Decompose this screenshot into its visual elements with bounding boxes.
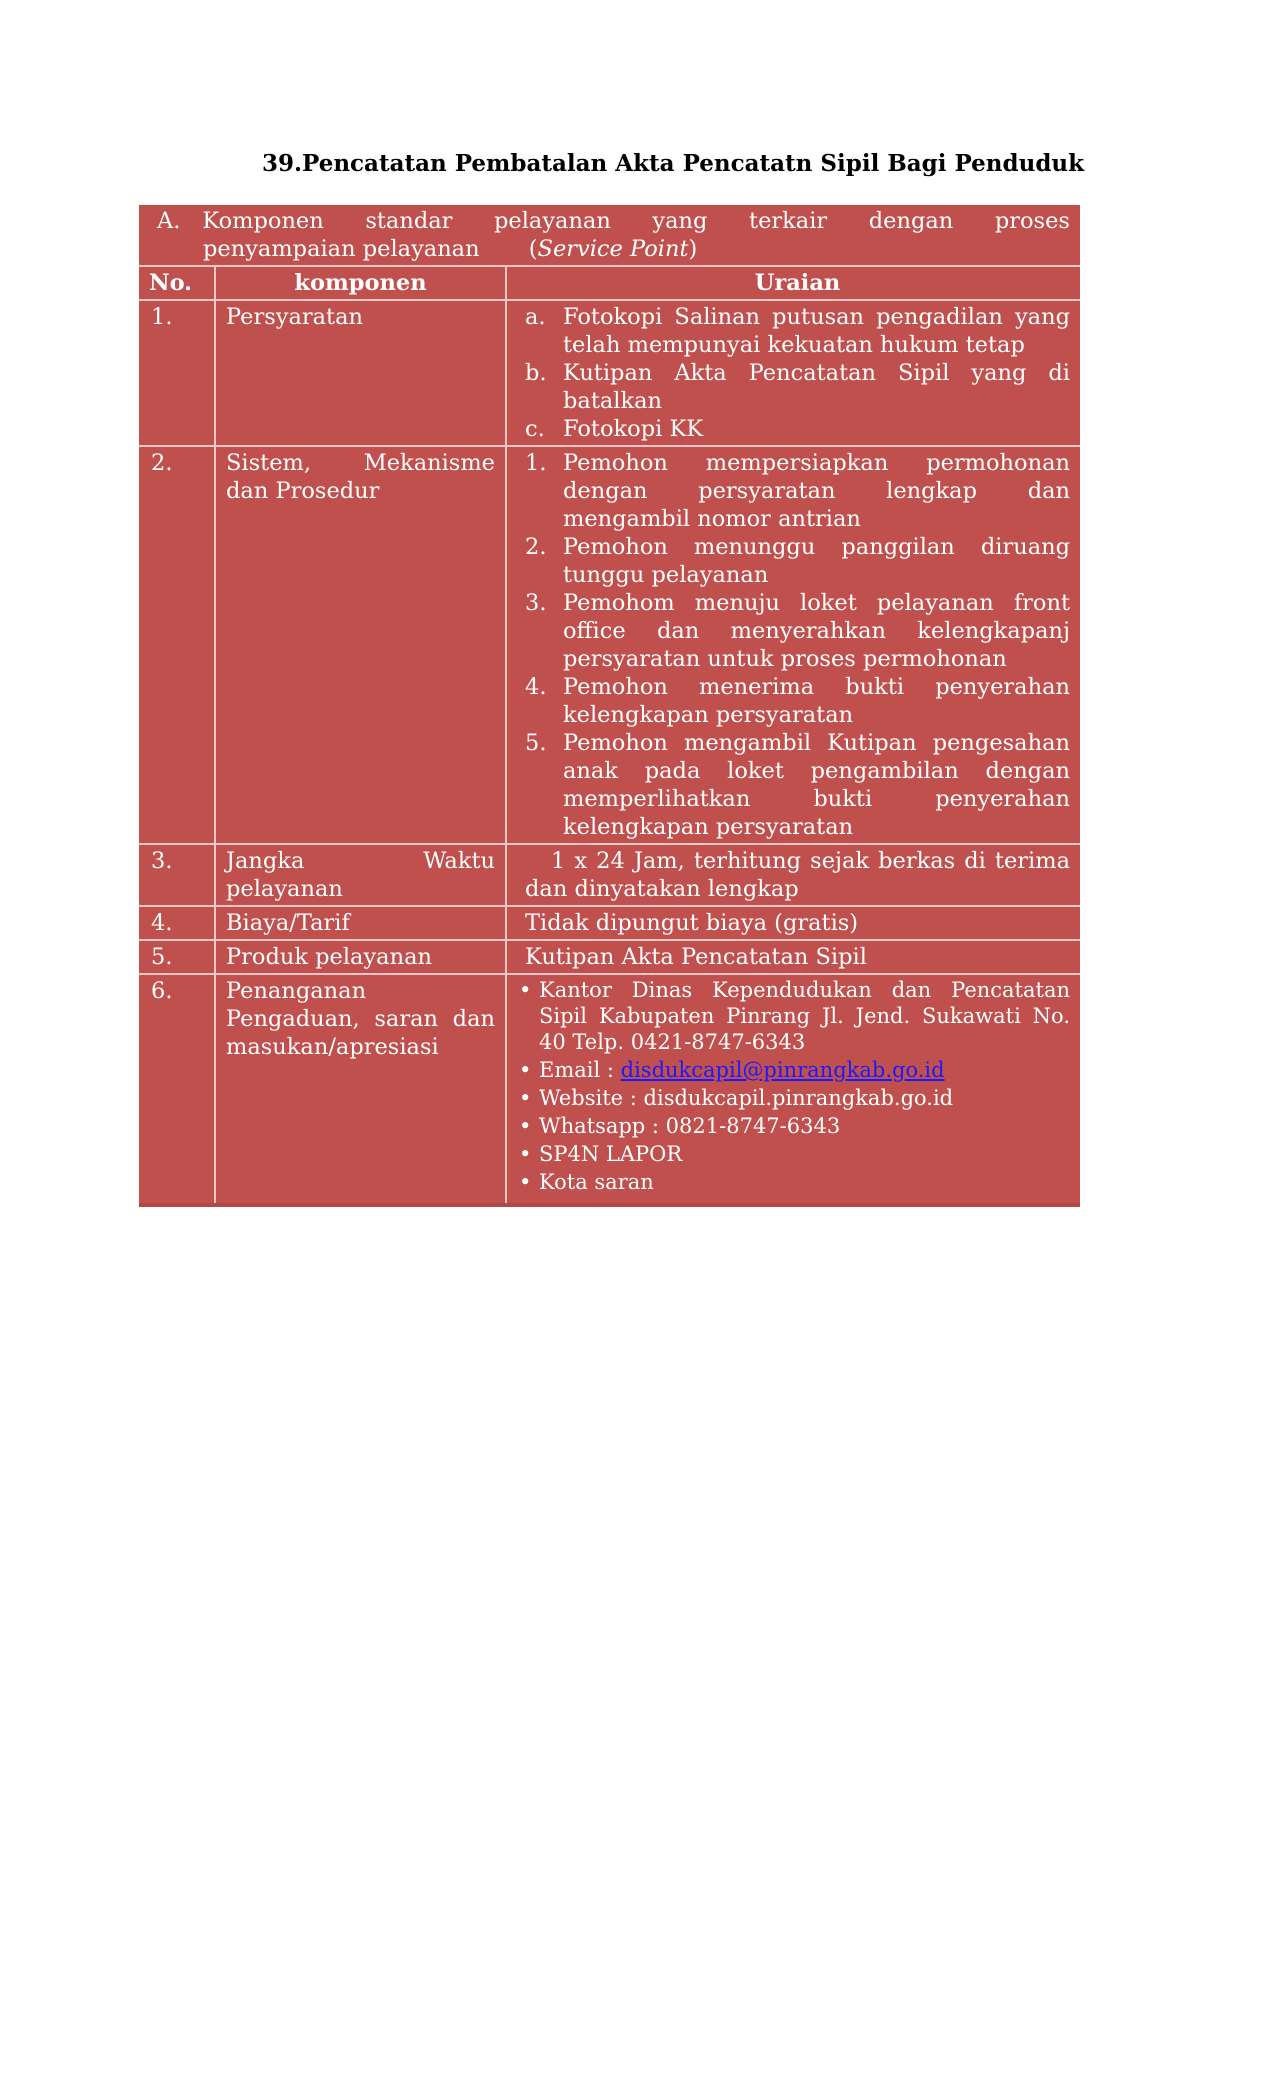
table-row [139,445,1080,843]
email-label: Email : [539,1058,614,1082]
table-row [139,905,1080,939]
row-komponen: Penanganan Pengaduan, saran dan masukan/apresiasi [214,975,505,1203]
list-item: 3. Pemohom menuju loket pelayanan front office dan menyerahkan kelengkapanj persyaratan untuk proses permohonan [525,590,1070,672]
list-item: • Whatsapp : 0821-8747-6343 [519,1114,841,1138]
header-uraian: Uraian [505,267,1080,299]
bullet-icon: • [519,1114,532,1138]
table-row [139,299,1080,445]
row-number: 5. [151,944,173,970]
list-item [519,1057,1070,1083]
list-item: 5. Pemohon mengambil Kutipan pengesahan anak pada loket pengambilan dengan memperlihatkan bukti penyerahan kelengkapan persyaratan [525,730,1070,840]
bullet-icon: • [519,1086,532,1110]
row-komponen: Produk pelayanan [214,941,505,973]
list-item: 2. Pemohon menunggu panggilan diruang tunggu pelayanan [525,534,1070,588]
row-number: 2. [151,450,173,476]
complaint-channels-list [519,977,1070,1195]
row-uraian [505,447,1080,843]
list-item: a. Fotokopi Salinan putusan pengadilan yang telah mempunyai kekuatan hukum tetap [525,304,1070,358]
row-uraian [505,301,1080,445]
header-komponen: komponen [214,267,505,299]
table-row [139,843,1080,905]
row-number: 3. [151,848,173,874]
row-number: 6. [151,978,173,1004]
document-title: 39.Pencatatan Pembatalan Akta Pencatatn Sipil Bagi Penduduk [262,150,1085,177]
bullet-icon: • [519,1142,532,1166]
service-standard-table [139,205,1080,1207]
row-number: 4. [151,910,173,936]
table-header-row [139,265,1080,299]
list-item: b. Kutipan Akta Pencatatan Sipil yang di batalkan [525,360,1070,414]
section-header-row [139,205,1080,265]
section-text-2: penyampaian pelayanan [203,236,480,262]
row-komponen: Biaya/Tarif [214,907,505,939]
list-item: • Website : disdukcapil.pinrangkab.go.id [519,1086,954,1110]
section-label: A. [157,208,181,234]
row-komponen: Persyaratan [214,301,505,445]
row-uraian [505,975,1080,1203]
row-number: 1. [151,304,173,330]
email-link[interactable]: disdukcapil@pinrangkab.go.id [620,1058,945,1082]
row-uraian: Kutipan Akta Pencatatan Sipil [505,941,1080,973]
list-item: • Kota saran [519,1170,654,1194]
bullet-icon: • [519,978,532,1002]
bullet-icon: • [519,1170,532,1194]
row-komponen: Sistem, Mekanisme dan Prosedur [214,447,505,843]
list-item: 4. Pemohon menerima bukti penyerahan kelengkapan persyaratan [525,674,1070,728]
table-row [139,939,1080,973]
row-komponen: Jangka Waktu pelayanan [214,845,505,905]
section-text: Komponen standar pelayanan yang terkair dengan proses [202,208,1070,234]
row-uraian: 1 x 24 Jam, terhitung sejak berkas di terima dan dinyatakan lengkap [505,845,1080,905]
row-uraian: Tidak dipungut biaya (gratis) [505,907,1080,939]
bullet-icon: • [519,1058,532,1082]
section-header: A. Komponen standar pelayanan yang terkair dengan proses penyampaian pelayanan (Service Point) [157,208,1070,262]
list-item: 1. Pemohon mempersiapkan permohonan dengan persyaratan lengkap dan mengambil nomor antrian [525,450,1070,532]
list-item: • SP4N LAPOR [519,1142,683,1166]
header-no: No. [149,270,193,296]
list-item: c. Fotokopi KK [525,416,704,442]
list-item: • Kantor Dinas Kependudukan dan Pencatatan Sipil Kabupaten Pinrang Jl. Jend. Sukawati No. 40 Telp. 0421-8747-6343 [519,978,1070,1054]
table-row [139,973,1080,1203]
section-italic: Service Point [537,236,689,262]
requirements-list [525,303,1070,443]
procedure-list [525,449,1070,841]
